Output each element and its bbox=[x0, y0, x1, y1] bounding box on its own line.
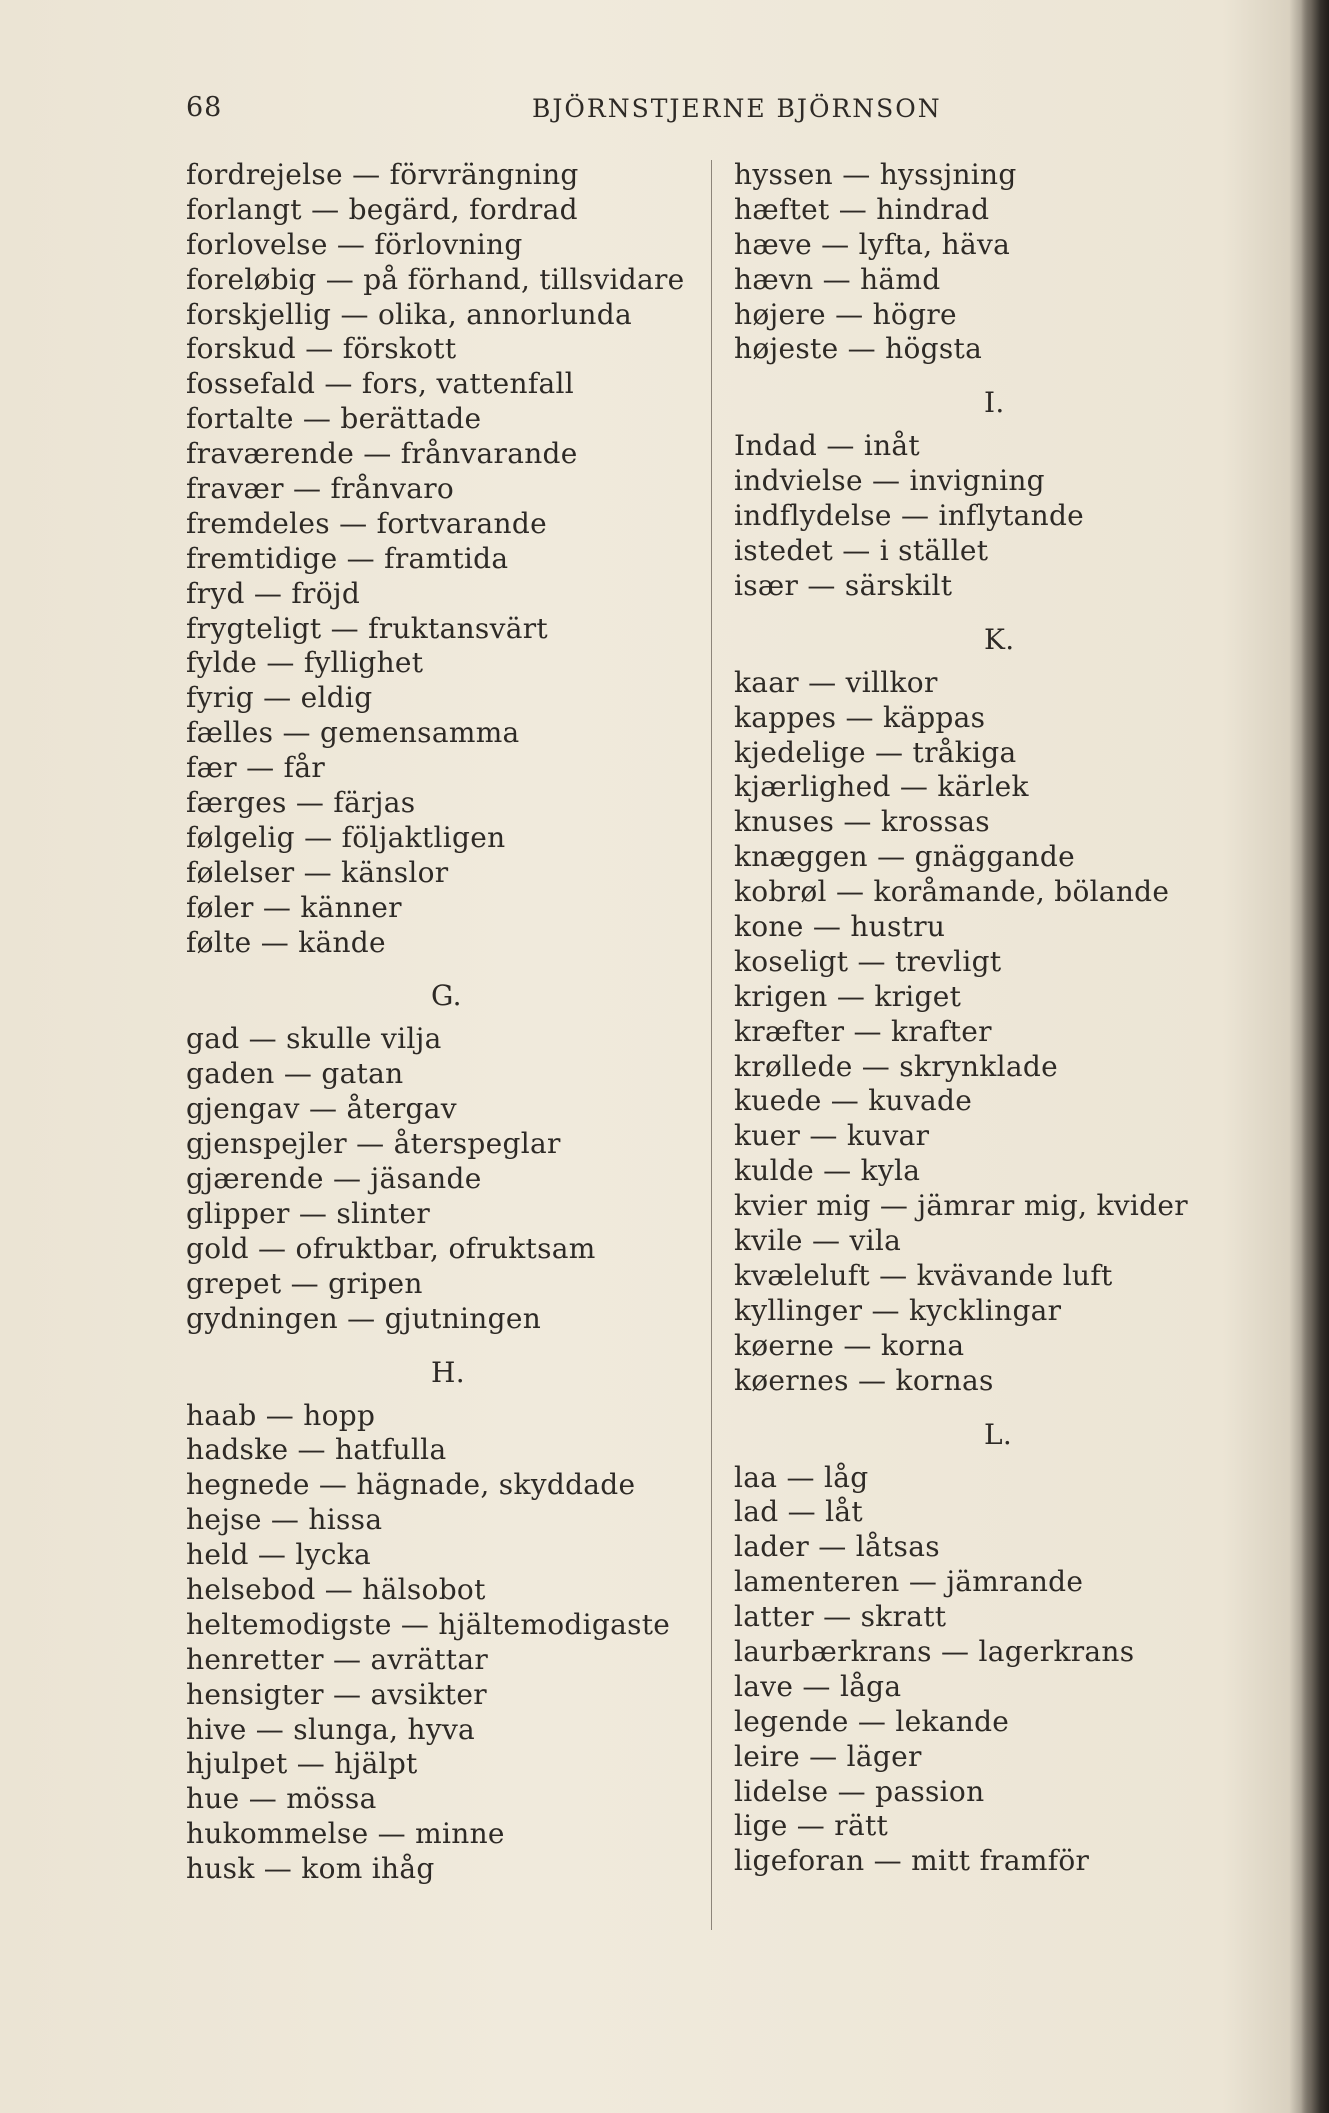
glossary-entry: kvier mig — jämrar mig, kvider bbox=[734, 1189, 1188, 1223]
glossary-entry: fortalte — berättade bbox=[186, 402, 482, 436]
glossary-entry: ligeforan — mitt framför bbox=[734, 1844, 1090, 1878]
glossary-entry: fremtidige — framtida bbox=[186, 541, 509, 575]
glossary-entry: kuer — kuvar bbox=[734, 1119, 930, 1153]
glossary-entry: lader — låtsas bbox=[734, 1530, 940, 1564]
section-letter-heading: I. bbox=[984, 386, 1005, 420]
glossary-entry: indflydelse — inflytande bbox=[734, 499, 1085, 533]
glossary-entry: knæggen — gnäggande bbox=[734, 840, 1075, 874]
glossary-entry: kræfter — krafter bbox=[734, 1014, 992, 1048]
glossary-entry: hegnede — hägnade, skyddade bbox=[186, 1468, 636, 1502]
running-head: BJÖRNSTJERNE BJÖRNSON bbox=[532, 94, 942, 123]
glossary-entry: forlovelse — förlovning bbox=[186, 227, 523, 261]
glossary-entry: fremdeles — fortvarande bbox=[186, 506, 547, 540]
glossary-entry: hævn — hämd bbox=[734, 262, 941, 296]
glossary-entry: hejse — hissa bbox=[186, 1503, 383, 1537]
glossary-entry: lige — rätt bbox=[734, 1809, 889, 1843]
glossary-entry: hæve — lyfta, häva bbox=[734, 227, 1011, 261]
glossary-entry: leire — läger bbox=[734, 1739, 922, 1773]
glossary-entry: hæftet — hindrad bbox=[734, 192, 990, 226]
glossary-entry: hive — slunga, hyva bbox=[186, 1712, 476, 1746]
glossary-entry: kyllinger — kycklingar bbox=[734, 1293, 1062, 1327]
left-column bbox=[186, 158, 716, 1887]
glossary-entry: kaar — villkor bbox=[734, 665, 938, 699]
glossary-entry: gold — ofruktbar, ofruktsam bbox=[186, 1231, 596, 1265]
glossary-entry: helsebod — hälsobot bbox=[186, 1572, 486, 1606]
glossary-entry: kuede — kuvade bbox=[734, 1084, 973, 1118]
glossary-entry: færges — färjas bbox=[186, 786, 416, 820]
glossary-entry: fordrejelse — förvrängning bbox=[186, 158, 579, 191]
glossary-entry: lidelse — passion bbox=[734, 1774, 985, 1808]
glossary-entry: Indad — inåt bbox=[734, 429, 920, 463]
glossary-entry: gjenspejler — återspeglar bbox=[186, 1127, 561, 1161]
glossary-entry: knuses — krossas bbox=[734, 805, 990, 839]
glossary-entry: krigen — kriget bbox=[734, 979, 962, 1013]
glossary-entry: fyrig — eldig bbox=[186, 681, 373, 715]
glossary-entry: kappes — käppas bbox=[734, 700, 986, 734]
glossary-entry: hadske — hatfulla bbox=[186, 1433, 447, 1467]
glossary-entry: fylde — fyllighet bbox=[186, 646, 424, 680]
glossary-entry: gjærende — jäsande bbox=[186, 1162, 482, 1196]
glossary-entry: lave — låga bbox=[734, 1669, 902, 1703]
glossary-entry: højere — högre bbox=[734, 297, 957, 331]
glossary-entry: føler — känner bbox=[186, 890, 402, 924]
glossary-entry: gad — skulle vilja bbox=[186, 1022, 442, 1056]
glossary-entry: kone — hustru bbox=[734, 910, 946, 944]
glossary-entry: køerne — korna bbox=[734, 1328, 965, 1362]
glossary-entry: forskud — förskott bbox=[186, 332, 457, 366]
glossary-entry: henretter — avrättar bbox=[186, 1642, 489, 1676]
glossary-entry: fossefald — fors, vattenfall bbox=[186, 367, 575, 401]
glossary-entry: fær — får bbox=[186, 751, 326, 785]
glossary-entry: hensigter — avsikter bbox=[186, 1677, 487, 1711]
glossary-entry: følgelig — följaktligen bbox=[186, 820, 506, 854]
glossary-entry: laurbærkrans — lagerkrans bbox=[734, 1634, 1135, 1668]
glossary-entry: indvielse — invigning bbox=[734, 464, 1045, 498]
glossary-entry: kjærlighed — kärlek bbox=[734, 770, 1029, 804]
glossary-entry: gaden — gatan bbox=[186, 1057, 404, 1091]
glossary-entry: følelser — känslor bbox=[186, 855, 449, 889]
glossary-entry: lad — låt bbox=[734, 1495, 863, 1529]
glossary-entry: følte — kände bbox=[186, 925, 386, 959]
glossary-entry: kobrøl — koråmande, bölande bbox=[734, 875, 1170, 909]
section-letter-heading: L. bbox=[984, 1417, 1013, 1451]
glossary-entry: krøllede — skrynklade bbox=[734, 1049, 1058, 1083]
glossary-entry: kvæleluft — kvävande luft bbox=[734, 1258, 1113, 1292]
glossary-entry: højeste — högsta bbox=[734, 332, 983, 366]
right-column bbox=[734, 158, 1274, 1879]
section-letter-heading: H. bbox=[431, 1355, 465, 1389]
glossary-entry: koseligt — trevligt bbox=[734, 944, 1002, 978]
glossary-entry: glipper — slinter bbox=[186, 1196, 431, 1230]
glossary-entry: fravær — frånvaro bbox=[186, 472, 455, 506]
glossary-entry: istedet — i stället bbox=[734, 534, 989, 568]
glossary-entry: køernes — kornas bbox=[734, 1363, 994, 1397]
glossary-entry: forlangt — begärd, fordrad bbox=[186, 192, 578, 226]
glossary-entry: gjengav — återgav bbox=[186, 1092, 457, 1126]
glossary-entry: kjedelige — tråkiga bbox=[734, 735, 1017, 769]
section-letter-heading: G. bbox=[431, 979, 462, 1013]
glossary-entry: heltemodigste — hjältemodigaste bbox=[186, 1607, 671, 1641]
section-letter-heading: K. bbox=[984, 622, 1015, 656]
glossary-entry: kulde — kyla bbox=[734, 1154, 921, 1188]
glossary-entry: hyssen — hyssjning bbox=[734, 158, 1017, 191]
glossary-entry: hukommelse — minne bbox=[186, 1817, 505, 1851]
glossary-entry: fælles — gemensamma bbox=[186, 716, 520, 750]
glossary-entry: laa — låg bbox=[734, 1460, 869, 1494]
glossary-entry: hue — mössa bbox=[186, 1782, 377, 1816]
glossary-entry: grepet — gripen bbox=[186, 1266, 423, 1300]
glossary-entry: foreløbig — på förhand, tillsvidare bbox=[186, 262, 685, 296]
glossary-entry: forskjellig — olika, annorlunda bbox=[186, 297, 632, 331]
glossary-entry: husk — kom ihåg bbox=[186, 1852, 435, 1886]
glossary-entry: hjulpet — hjälpt bbox=[186, 1747, 418, 1781]
glossary-entry: kvile — vila bbox=[734, 1224, 902, 1258]
glossary-entry: legende — lekande bbox=[734, 1704, 1010, 1738]
page-number: 68 bbox=[186, 92, 223, 123]
glossary-entry: haab — hopp bbox=[186, 1398, 376, 1432]
glossary-entry: fryd — fröjd bbox=[186, 576, 361, 610]
glossary-entry: frygteligt — fruktansvärt bbox=[186, 611, 548, 645]
glossary-entry: held — lycka bbox=[186, 1538, 371, 1572]
glossary-entry: fraværende — frånvarande bbox=[186, 437, 578, 471]
page-binding-shadow bbox=[1301, 0, 1329, 2113]
glossary-entry: især — särskilt bbox=[734, 568, 953, 602]
page-header bbox=[186, 92, 946, 132]
glossary-entry: latter — skratt bbox=[734, 1600, 947, 1634]
glossary-entry: gydningen — gjutningen bbox=[186, 1301, 542, 1335]
glossary-entry: lamenteren — jämrande bbox=[734, 1565, 1084, 1599]
